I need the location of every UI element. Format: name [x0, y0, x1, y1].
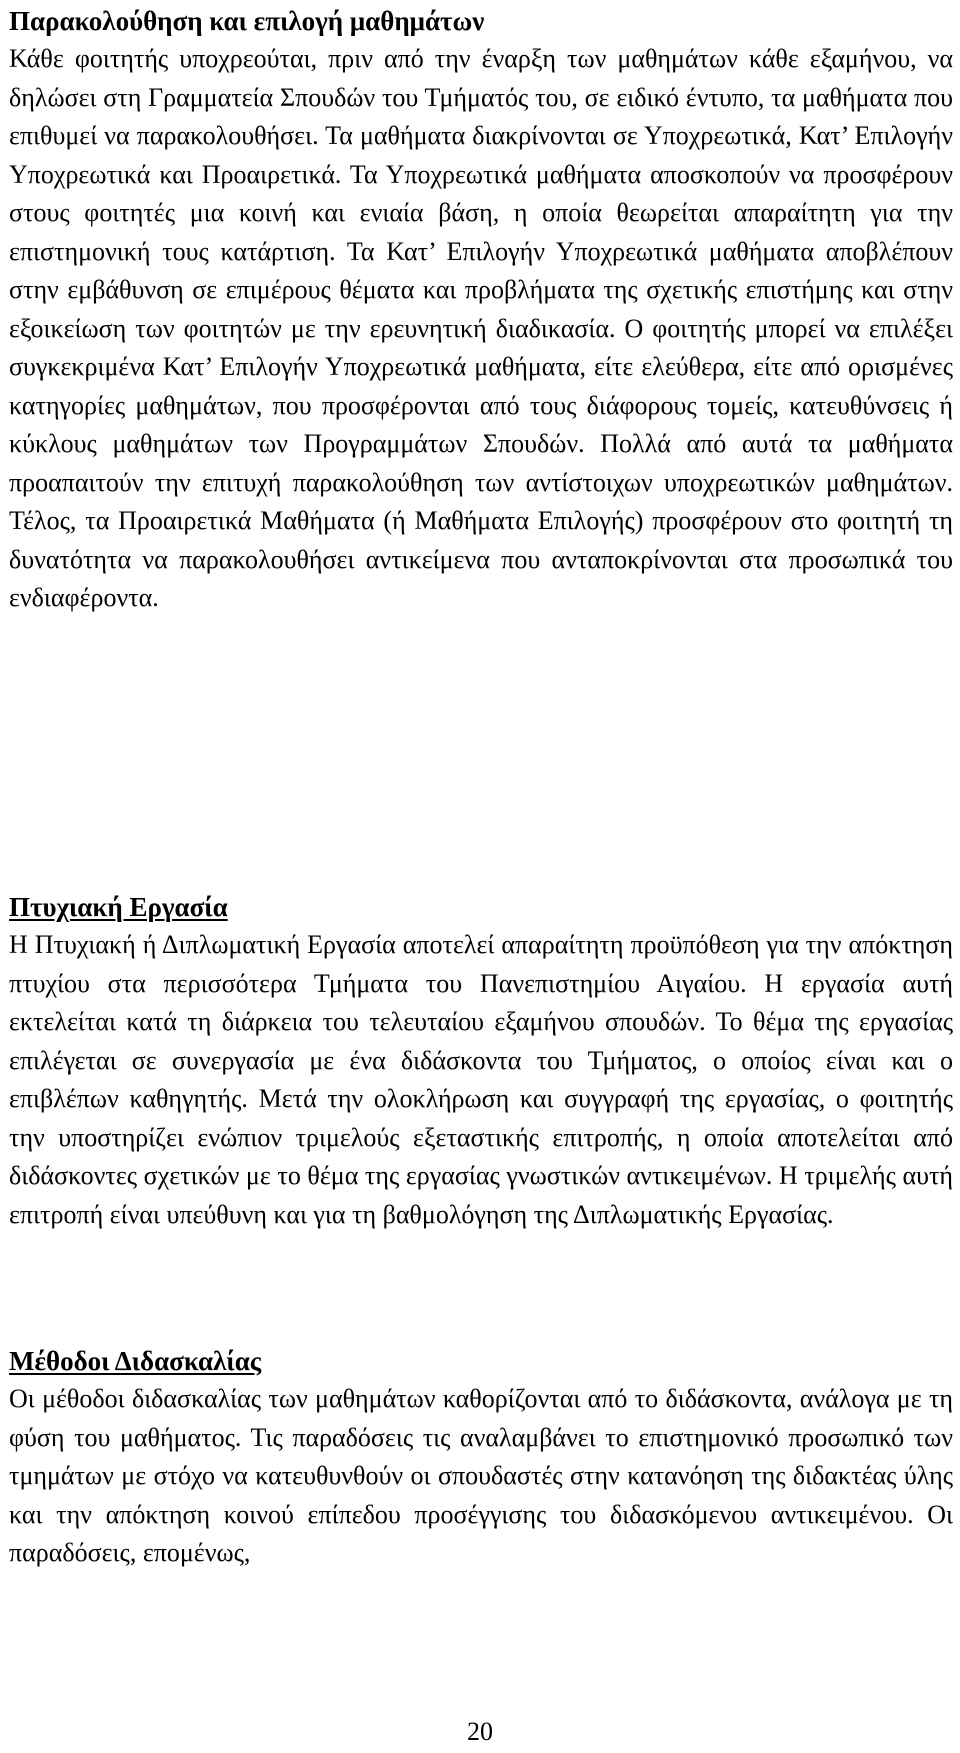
- section-thesis: [9, 890, 953, 1234]
- section-paragraph: Κάθε φοιτητής υποχρεούται, πριν από την έναρξη των μαθημάτων κάθε εξαμήνου, να δηλώσει στη Γραμματεία Σπουδών του Τμήματός του, σε ειδικό έντυπο, τα μαθήματα που επιθυμεί να παρακολουθήσει. Τα μαθήματα διακρίνονται σε Υποχρεωτικά, Κατ’ Επιλογήν Υποχρεωτικά και Προαιρετικά. Τα Υποχρεωτικά μαθήματα αποσκοπούν να προσφέρουν στους φοιτητές μια κοινή και ενιαία βάση, η οποία θεωρείται απαραίτητη για την επιστημονική τους κατάρτιση. Τα Κατ’ Επιλογήν Υποχρεωτικά μαθήματα αποβλέπουν στην εμβάθυνση σε επιμέρους θέματα και προβλήματα της σχετικής επιστήμης και στην εξοικείωση των φοιτητών με την ερευνητική διαδικασία. Ο φοιτητής μπορεί να επιλέξει συγκεκριμένα Κατ’ Επιλογήν Υποχρεωτικά μαθήματα, είτε ελεύθερα, είτε από ορισμένες κατηγορίες μαθημάτων, που προσφέρονται από τους διάφορους τομείς, κατευθύνσεις ή κύκλους μαθημάτων των Προγραμμάτων Σπουδών. Πολλά από αυτά τα μαθήματα προαπαιτούν την επιτυχή παρακολούθηση των αντίστοιχων υποχρεωτικών μαθημάτων. Τέλος, τα Προαιρετικά Μαθήματα (ή Μαθήματα Επιλογής) προσφέρουν στο φοιτητή τη δυνατότητα να παρακολουθήσει αντικείμενα που ανταποκρίνονται στα προσωπικά του ενδιαφέροντα.: [9, 44, 953, 612]
- section-title: Πτυχιακή Εργασία: [9, 892, 228, 922]
- section-title: Παρακολούθηση και επιλογή μαθημάτων: [9, 6, 485, 36]
- page-number: 20: [467, 1717, 493, 1746]
- section-course-attendance: [9, 4, 953, 618]
- section-paragraph: Οι μέθοδοι διδασκαλίας των μαθημάτων καθορίζονται από το διδάσκοντα, ανάλογα με τη φύση του μαθήματος. Τις παραδόσεις τις αναλαμβάνει το επιστημονικό προσωπικό των τμημάτων με στόχο να κατευθυνθούν οι σπουδαστές στην κατανόηση της διδακτέας ύλης και την απόκτηση κοινού επίπεδου προσέγγισης του διδασκόμενου αντικειμένου. Οι παραδόσεις, επομένως,: [9, 1384, 953, 1567]
- section-paragraph: Η Πτυχιακή ή Διπλωματική Εργασία αποτελεί απαραίτητη προϋπόθεση για την απόκτηση πτυχίου στα περισσότερα Τμήματα του Πανεπιστημίου Αιγαίου. Η εργασία αυτή εκτελείται κατά τη διάρκεια του τελευταίου εξαμήνου σπουδών. Το θέμα της εργασίας επιλέγεται σε συνεργασία με ένα διδάσκοντα του Τμήματος, ο οποίος είναι και ο επιβλέπων καθηγητής. Μετά την ολοκλήρωση και συγγραφή της εργασίας, ο φοιτητής την υποστηρίζει ενώπιον τριμελούς εξεταστικής επιτροπής, η οποία αποτελείται από διδάσκοντες σχετικών με το θέμα της εργασίας γνωστικών αντικειμένων. Η τριμελής αυτή επιτροπή είναι υπεύθυνη και για τη βαθμολόγηση της Διπλωματικής Εργασίας.: [9, 930, 953, 1229]
- section-title: Μέθοδοι Διδασκαλίας: [9, 1346, 262, 1376]
- section-teaching-methods: [9, 1344, 953, 1573]
